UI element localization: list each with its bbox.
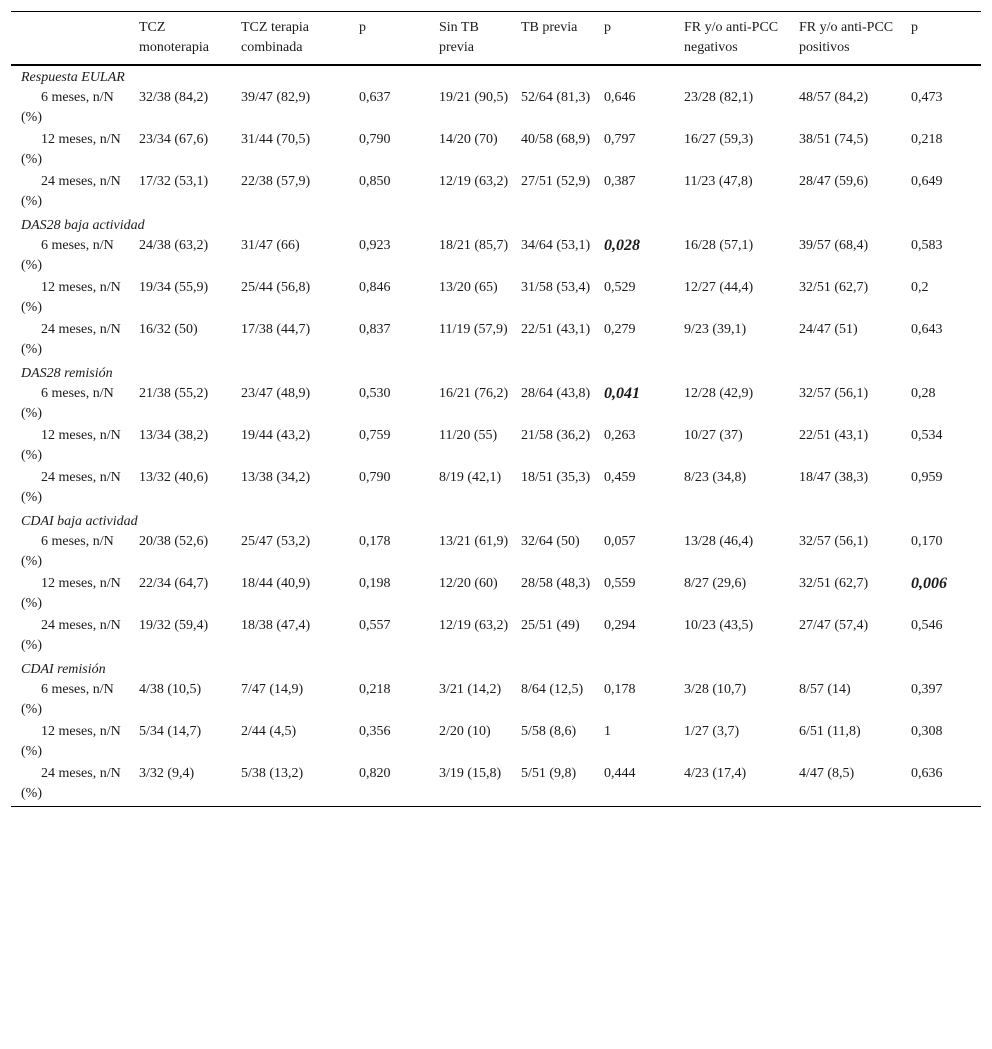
header-cell: FR y/o anti-PCC negativos xyxy=(684,20,779,55)
row-label: 24 meses, n/N (%) xyxy=(21,618,121,653)
table-cell: 0,790 xyxy=(359,470,391,485)
table-row xyxy=(11,532,981,574)
table-cell: 0,649 xyxy=(911,174,943,189)
table-cell: 13/32 (40,6) xyxy=(139,470,209,485)
table-cell: 16/32 (50) xyxy=(139,322,198,337)
table-cell: 0,959 xyxy=(911,470,943,485)
table-body xyxy=(11,65,981,807)
table-cell: 0,837 xyxy=(359,322,391,337)
table-cell: 5/34 (14,7) xyxy=(139,724,202,739)
table-cell: 17/38 (44,7) xyxy=(241,322,311,337)
table-cell: 6/51 (11,8) xyxy=(799,724,861,739)
table-cell: 21/38 (55,2) xyxy=(139,386,209,401)
table-cell: 0,397 xyxy=(911,682,943,697)
header-cell: p xyxy=(604,20,611,35)
table-cell: 12/19 (63,2) xyxy=(439,618,509,633)
table-cell: 22/38 (57,9) xyxy=(241,174,311,189)
table-cell: 0,459 xyxy=(604,470,636,485)
table-cell: 27/51 (52,9) xyxy=(521,174,591,189)
table-cell: 0,356 xyxy=(359,724,391,739)
table-cell: 12/28 (42,9) xyxy=(684,386,754,401)
table-cell: 0,846 xyxy=(359,280,391,295)
table-cell: 13/21 (61,9) xyxy=(439,534,509,549)
table-cell: 32/38 (84,2) xyxy=(139,90,209,105)
table-cell: 13/34 (38,2) xyxy=(139,428,209,443)
table-cell: 10/27 (37) xyxy=(684,428,743,443)
table-cell: 0,473 xyxy=(911,90,943,105)
table-cell: 31/58 (53,4) xyxy=(521,280,591,295)
row-label: 6 meses, n/N (%) xyxy=(21,534,114,569)
row-label: 12 meses, n/N (%) xyxy=(21,428,121,463)
row-label: 12 meses, n/N (%) xyxy=(21,280,121,315)
table-cell: 12/19 (63,2) xyxy=(439,174,509,189)
table-cell: 0,923 xyxy=(359,238,391,253)
table-cell: 25/47 (53,2) xyxy=(241,534,311,549)
table-cell: 0,198 xyxy=(359,576,391,591)
table-cell: 52/64 (81,3) xyxy=(521,90,591,105)
table-cell: 18/21 (85,7) xyxy=(439,238,509,253)
table-row xyxy=(11,468,981,510)
table-cell: 0,820 xyxy=(359,766,391,781)
table-cell: 1 xyxy=(604,724,611,739)
table-cell: 11/20 (55) xyxy=(439,428,498,443)
section-title: DAS28 baja actividad xyxy=(21,218,145,233)
table-cell: 34/64 (53,1) xyxy=(521,238,591,253)
section-title: Respuesta EULAR xyxy=(21,70,125,85)
table-cell: 4/23 (17,4) xyxy=(684,766,747,781)
table-row xyxy=(11,764,981,807)
table-cell: 0,294 xyxy=(604,618,636,633)
table-row xyxy=(11,426,981,468)
table-cell: 23/47 (48,9) xyxy=(241,386,311,401)
table-cell: 8/64 (12,5) xyxy=(521,682,584,697)
table-cell: 0,28 xyxy=(911,386,936,401)
row-label: 24 meses, n/N (%) xyxy=(21,322,121,357)
table-cell: 2/44 (4,5) xyxy=(241,724,297,739)
table-cell: 5/38 (13,2) xyxy=(241,766,304,781)
header-cell: TCZ monoterapia xyxy=(139,20,209,55)
table-cell: 0,643 xyxy=(911,322,943,337)
table-cell: 0,529 xyxy=(604,280,636,295)
table-cell: 23/34 (67,6) xyxy=(139,132,209,147)
table-cell: 9/23 (39,1) xyxy=(684,322,747,337)
table-cell: 3/32 (9,4) xyxy=(139,766,195,781)
table-cell: 8/57 (14) xyxy=(799,682,851,697)
table-cell: 24/38 (63,2) xyxy=(139,238,209,253)
header-cell: p xyxy=(911,20,918,35)
table-cell: 23/28 (82,1) xyxy=(684,90,754,105)
table-cell: 27/47 (57,4) xyxy=(799,618,869,633)
table-cell: 3/19 (15,8) xyxy=(439,766,502,781)
table-cell: 0,530 xyxy=(359,386,391,401)
table-cell: 0,006 xyxy=(911,575,947,592)
table-cell: 31/47 (66) xyxy=(241,238,300,253)
section-row xyxy=(11,214,981,236)
table-cell: 19/21 (90,5) xyxy=(439,90,509,105)
table-cell: 3/21 (14,2) xyxy=(439,682,502,697)
table-cell: 18/47 (38,3) xyxy=(799,470,869,485)
table-cell: 0,279 xyxy=(604,322,636,337)
table-cell: 1/27 (3,7) xyxy=(684,724,740,739)
table-cell: 22/51 (43,1) xyxy=(799,428,869,443)
table-cell: 31/44 (70,5) xyxy=(241,132,311,147)
section-row xyxy=(11,65,981,88)
table-cell: 14/20 (70) xyxy=(439,132,498,147)
table-cell: 2/20 (10) xyxy=(439,724,491,739)
table-cell: 0,263 xyxy=(604,428,636,443)
table-cell: 28/47 (59,6) xyxy=(799,174,869,189)
table-cell: 0,2 xyxy=(911,280,929,295)
table-cell: 18/51 (35,3) xyxy=(521,470,591,485)
table-cell: 8/19 (42,1) xyxy=(439,470,502,485)
table-cell: 24/47 (51) xyxy=(799,322,858,337)
table-cell: 0,637 xyxy=(359,90,391,105)
table-header-row xyxy=(11,12,981,66)
table-cell: 11/23 (47,8) xyxy=(684,174,753,189)
table-cell: 39/57 (68,4) xyxy=(799,238,869,253)
table-cell: 0,636 xyxy=(911,766,943,781)
table-cell: 17/32 (53,1) xyxy=(139,174,209,189)
row-label: 24 meses, n/N (%) xyxy=(21,470,121,505)
table-cell: 7/47 (14,9) xyxy=(241,682,304,697)
table-row xyxy=(11,722,981,764)
header-cell xyxy=(11,12,139,66)
table-cell: 0,583 xyxy=(911,238,943,253)
table-cell: 13/20 (65) xyxy=(439,280,498,295)
table-cell: 0,308 xyxy=(911,724,943,739)
table-cell: 0,759 xyxy=(359,428,391,443)
table-cell: 0,546 xyxy=(911,618,943,633)
section-row xyxy=(11,362,981,384)
table-cell: 39/47 (82,9) xyxy=(241,90,311,105)
table-row xyxy=(11,172,981,214)
row-label: 24 meses, n/N (%) xyxy=(21,174,121,209)
table-row xyxy=(11,88,981,130)
table-cell: 13/38 (34,2) xyxy=(241,470,311,485)
row-label: 12 meses, n/N (%) xyxy=(21,724,121,759)
table-cell: 5/51 (9,8) xyxy=(521,766,577,781)
table-cell: 0,850 xyxy=(359,174,391,189)
header-cell: TCZ terapia combinada xyxy=(241,20,310,55)
table-cell: 5/58 (8,6) xyxy=(521,724,577,739)
table-cell: 16/27 (59,3) xyxy=(684,132,754,147)
table-row xyxy=(11,130,981,172)
table-cell: 11/19 (57,9) xyxy=(439,322,508,337)
table-cell: 0,534 xyxy=(911,428,943,443)
table-cell: 8/23 (34,8) xyxy=(684,470,747,485)
table-row xyxy=(11,236,981,278)
table-cell: 4/47 (8,5) xyxy=(799,766,855,781)
table-row xyxy=(11,320,981,362)
table-cell: 22/34 (64,7) xyxy=(139,576,209,591)
table-row xyxy=(11,278,981,320)
table-cell: 0,218 xyxy=(911,132,943,147)
header-cell: FR y/o anti-PCC positivos xyxy=(799,20,894,55)
row-label: 6 meses, n/N (%) xyxy=(21,682,114,717)
row-label: 6 meses, n/N (%) xyxy=(21,90,114,125)
table-cell: 20/38 (52,6) xyxy=(139,534,209,549)
row-label: 12 meses, n/N (%) xyxy=(21,132,121,167)
results-table-container xyxy=(11,11,981,807)
section-title: CDAI baja actividad xyxy=(21,514,138,529)
table-cell: 16/28 (57,1) xyxy=(684,238,754,253)
table-row xyxy=(11,616,981,658)
table-cell: 13/28 (46,4) xyxy=(684,534,754,549)
table-cell: 0,797 xyxy=(604,132,636,147)
table-cell: 32/51 (62,7) xyxy=(799,280,869,295)
section-title: CDAI remisión xyxy=(21,662,106,677)
table-cell: 32/57 (56,1) xyxy=(799,534,869,549)
row-label: 6 meses, n/N (%) xyxy=(21,238,114,273)
table-cell: 25/44 (56,8) xyxy=(241,280,311,295)
table-cell: 0,557 xyxy=(359,618,391,633)
table-cell: 0,790 xyxy=(359,132,391,147)
table-cell: 12/27 (44,4) xyxy=(684,280,754,295)
table-cell: 0,057 xyxy=(604,534,636,549)
table-cell: 19/44 (43,2) xyxy=(241,428,311,443)
table-cell: 0,178 xyxy=(604,682,636,697)
table-cell: 25/51 (49) xyxy=(521,618,580,633)
row-label: 6 meses, n/N (%) xyxy=(21,386,114,421)
table-cell: 3/28 (10,7) xyxy=(684,682,747,697)
table-row xyxy=(11,680,981,722)
section-title: DAS28 remisión xyxy=(21,366,113,381)
table-cell: 32/57 (56,1) xyxy=(799,386,869,401)
table-cell: 0,646 xyxy=(604,90,636,105)
row-label: 24 meses, n/N (%) xyxy=(21,766,121,801)
table-cell: 28/58 (48,3) xyxy=(521,576,591,591)
section-row xyxy=(11,510,981,532)
table-cell: 8/27 (29,6) xyxy=(684,576,747,591)
table-cell: 32/64 (50) xyxy=(521,534,580,549)
table-cell: 0,218 xyxy=(359,682,391,697)
table-cell: 16/21 (76,2) xyxy=(439,386,509,401)
table-cell: 38/51 (74,5) xyxy=(799,132,869,147)
header-cell: Sin TB previa xyxy=(439,20,479,55)
header-cell: p xyxy=(359,20,366,35)
header-cell: TB previa xyxy=(521,20,578,35)
table-cell: 0,444 xyxy=(604,766,636,781)
table-cell: 19/34 (55,9) xyxy=(139,280,209,295)
table-cell: 22/51 (43,1) xyxy=(521,322,591,337)
table-cell: 0,387 xyxy=(604,174,636,189)
table-cell: 21/58 (36,2) xyxy=(521,428,591,443)
table-cell: 10/23 (43,5) xyxy=(684,618,754,633)
table-cell: 28/64 (43,8) xyxy=(521,386,591,401)
table-cell: 0,028 xyxy=(604,237,640,254)
table-cell: 18/44 (40,9) xyxy=(241,576,311,591)
table-cell: 32/51 (62,7) xyxy=(799,576,869,591)
table-row xyxy=(11,574,981,616)
table-cell: 0,178 xyxy=(359,534,391,549)
row-label: 12 meses, n/N (%) xyxy=(21,576,121,611)
table-cell: 0,559 xyxy=(604,576,636,591)
table-cell: 0,170 xyxy=(911,534,943,549)
results-table xyxy=(11,11,981,807)
table-cell: 18/38 (47,4) xyxy=(241,618,311,633)
table-cell: 48/57 (84,2) xyxy=(799,90,869,105)
table-cell: 40/58 (68,9) xyxy=(521,132,591,147)
table-row xyxy=(11,384,981,426)
section-row xyxy=(11,658,981,680)
table-cell: 4/38 (10,5) xyxy=(139,682,202,697)
table-cell: 19/32 (59,4) xyxy=(139,618,209,633)
table-cell: 12/20 (60) xyxy=(439,576,498,591)
table-cell: 0,041 xyxy=(604,385,640,402)
